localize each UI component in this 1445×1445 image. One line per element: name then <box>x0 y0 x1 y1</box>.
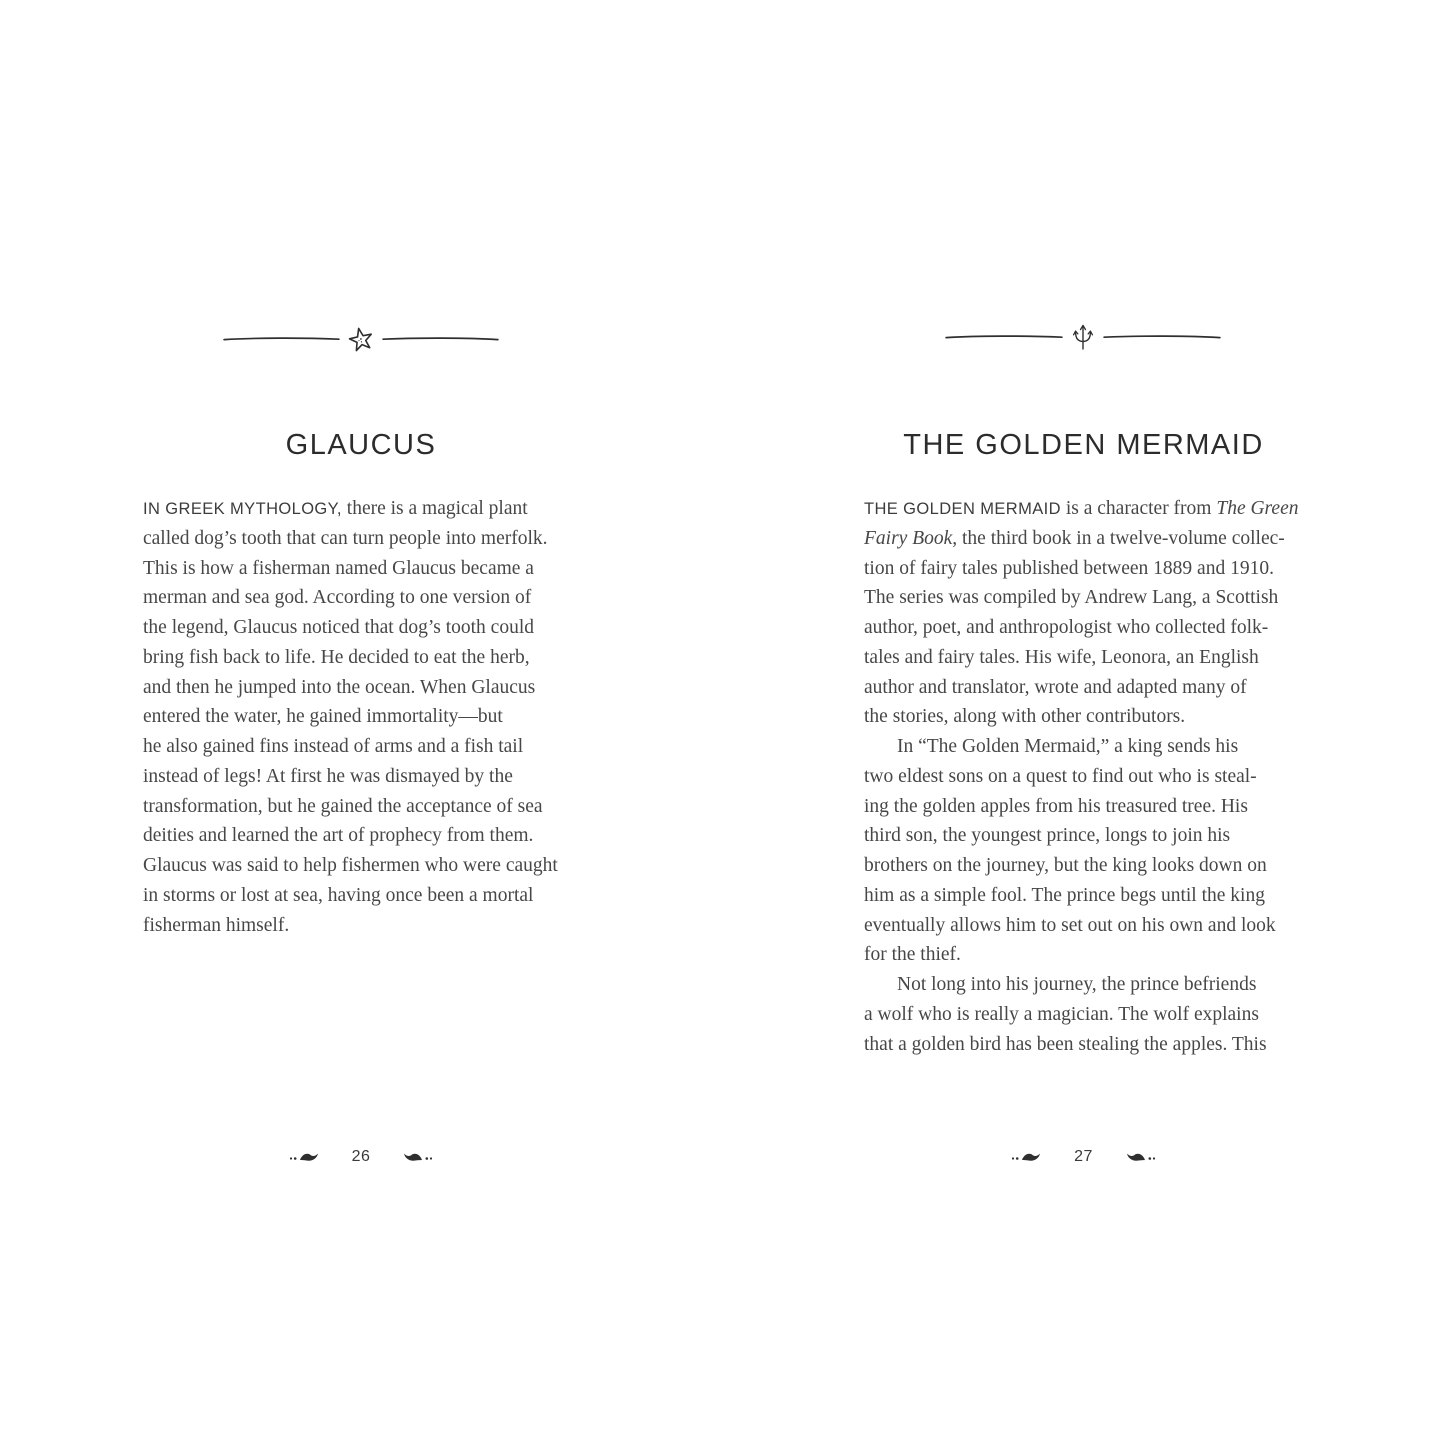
text-segment: THE GOLDEN MERMAID <box>864 500 1061 518</box>
text-segment: Fairy Book, <box>864 527 958 549</box>
divider-rule-left <box>222 335 341 343</box>
text-segment: author, poet, and anthropologist who collected folk- <box>864 617 1269 638</box>
text-segment: in storms or lost at sea, having once been a mortal <box>143 884 534 906</box>
text-line <box>143 524 623 554</box>
text-line <box>864 792 1344 822</box>
text-segment: there is a magical plant <box>341 498 528 519</box>
page-footer <box>722 1144 1445 1170</box>
text-line <box>864 524 1344 554</box>
text-line <box>143 494 623 524</box>
text-segment: transformation, but he gained the acceptance of sea <box>143 795 543 817</box>
text-segment: author and translator, wrote and adapted many of <box>864 676 1247 698</box>
text-segment: The Green <box>1216 498 1299 519</box>
text-segment: In “The Golden Mermaid,” a king sends his <box>897 736 1239 757</box>
divider-rule-left <box>944 333 1064 341</box>
text-segment: brothers on the journey, but the king looks down on <box>864 855 1267 876</box>
chapter-body <box>143 494 623 940</box>
page-footer <box>0 1144 722 1170</box>
text-line <box>864 613 1344 643</box>
text-line <box>143 613 623 643</box>
text-line <box>864 1030 1344 1060</box>
chapter-body <box>864 494 1344 1059</box>
text-line <box>143 911 623 941</box>
text-segment: the third book in a twelve-volume collec- <box>957 527 1285 549</box>
text-segment: tales and fairy tales. His wife, Leonora, an English <box>864 646 1259 668</box>
text-line <box>143 881 623 911</box>
text-line <box>143 762 623 792</box>
text-segment: is a character from <box>1060 498 1217 519</box>
chapter-title: THE GOLDEN MERMAID <box>903 429 1264 461</box>
text-segment: for the thief. <box>864 944 961 966</box>
text-line <box>143 792 623 822</box>
text-line <box>864 762 1344 792</box>
text-segment: a wolf who is really a magician. The wolf explains <box>864 1003 1259 1025</box>
wave-ornament-right-icon <box>1120 1150 1156 1165</box>
text-segment: him as a simple fool. The prince begs until the king <box>864 884 1265 906</box>
text-line <box>864 1000 1344 1030</box>
text-segment: third son, the youngest prince, longs to join his <box>864 825 1231 847</box>
text-line <box>864 702 1344 732</box>
text-line <box>864 583 1344 613</box>
text-line <box>143 583 623 613</box>
right-page <box>722 0 1445 1445</box>
text-line <box>143 851 623 881</box>
text-line <box>864 881 1344 911</box>
chapter-title: GLAUCUS <box>285 429 437 461</box>
divider-rule-right <box>1102 333 1222 341</box>
text-line <box>864 554 1344 584</box>
text-segment: deities and learned the art of prophecy from them. <box>143 825 534 847</box>
text-line <box>864 494 1344 524</box>
text-segment: Not long into his journey, the prince befriends <box>897 974 1257 995</box>
text-segment: Glaucus was said to help fishermen who were caught <box>143 855 558 876</box>
divider-rule-right <box>381 335 500 343</box>
text-segment: instead of legs! At first he was dismayed by the <box>143 765 513 787</box>
text-segment: eventually allows him to set out on his own and look <box>864 914 1276 936</box>
text-segment: the stories, along with other contributors. <box>864 706 1186 728</box>
text-segment: This is how a fisherman named Glaucus became a <box>143 557 534 579</box>
text-line <box>143 554 623 584</box>
text-line <box>864 940 1344 970</box>
text-line <box>864 643 1344 673</box>
text-line <box>864 821 1344 851</box>
trident-icon <box>1071 321 1095 353</box>
text-line <box>143 643 623 673</box>
text-segment: two eldest sons on a quest to find out who is steal- <box>864 765 1257 787</box>
text-line <box>143 821 623 851</box>
text-segment: The series was compiled by Andrew Lang, a Scottish <box>864 587 1279 609</box>
text-segment: merman and sea god. According to one version of <box>143 587 532 609</box>
text-segment: he also gained fins instead of arms and a fish tail <box>143 736 524 757</box>
wave-ornament-left-icon <box>289 1150 325 1165</box>
text-segment: IN GREEK MYTHOLOGY, <box>143 500 342 518</box>
text-line <box>864 732 1344 762</box>
text-segment: ing the golden apples from his treasured tree. His <box>864 795 1248 817</box>
chapter-divider <box>222 322 500 356</box>
wave-ornament-left-icon <box>1011 1150 1047 1165</box>
text-segment: entered the water, he gained immortality—but <box>143 706 503 728</box>
text-segment: fisherman himself. <box>143 914 290 936</box>
text-segment: called dog’s tooth that can turn people into merfolk. <box>143 527 548 549</box>
text-segment: tion of fairy tales published between 1889 and 1910. <box>864 557 1274 579</box>
starfish-icon <box>348 326 374 353</box>
text-segment: the legend, Glaucus noticed that dog’s tooth could <box>143 617 534 638</box>
chapter-divider <box>944 320 1222 354</box>
page-number: 26 <box>351 1148 371 1165</box>
text-segment: and then he jumped into the ocean. When Glaucus <box>143 676 536 698</box>
left-page <box>0 0 722 1445</box>
text-line <box>143 732 623 762</box>
text-segment: bring fish back to life. He decided to eat the herb, <box>143 646 530 668</box>
text-line <box>143 702 623 732</box>
text-line <box>864 970 1344 1000</box>
page-number: 27 <box>1074 1148 1093 1165</box>
wave-ornament-right-icon <box>397 1150 433 1165</box>
text-line <box>864 851 1344 881</box>
text-line <box>864 911 1344 941</box>
text-line <box>143 673 623 703</box>
text-line <box>864 673 1344 703</box>
text-segment: that a golden bird has been stealing the apples. This <box>864 1033 1267 1055</box>
